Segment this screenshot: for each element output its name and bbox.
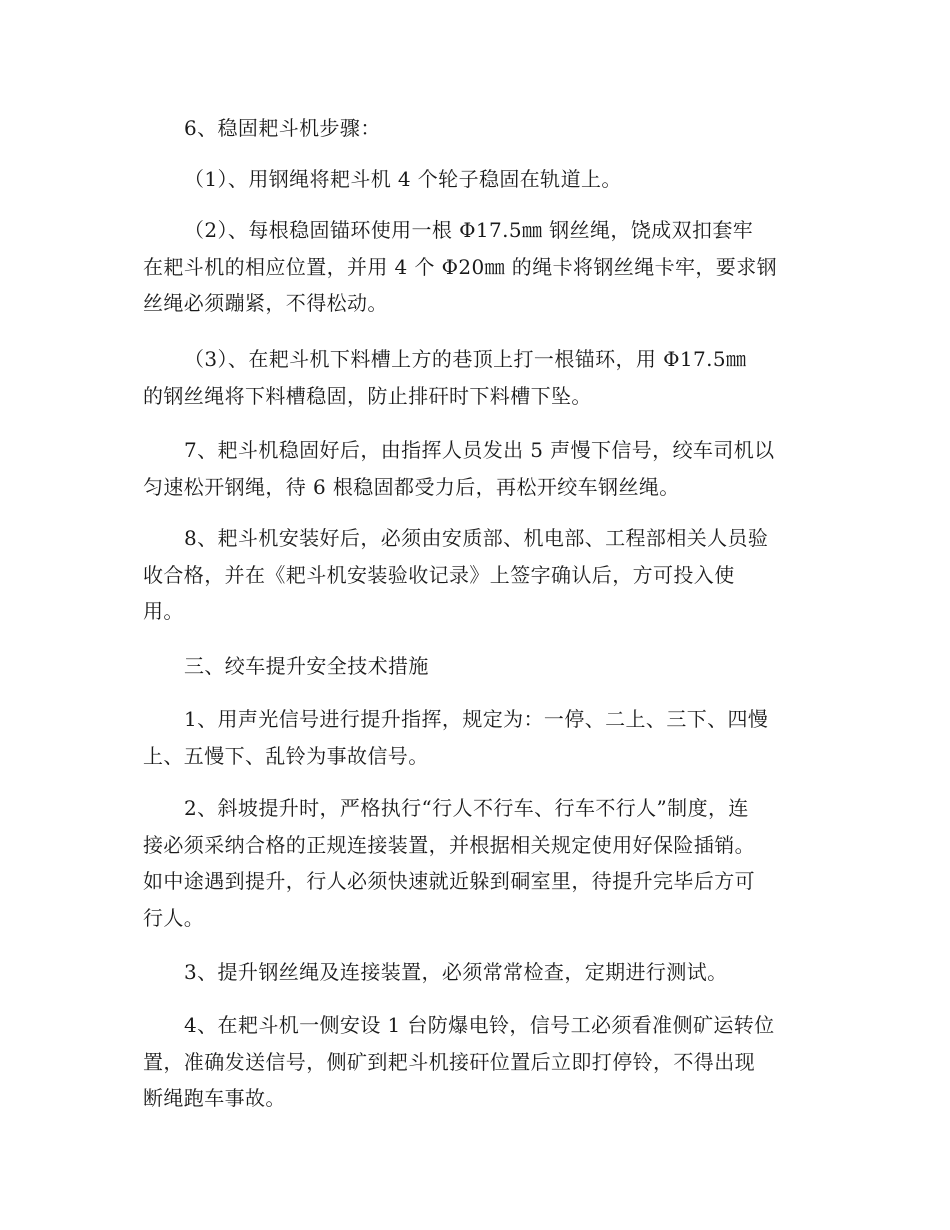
text-line: 上、五慢下、乱铃为事故信号。 — [143, 743, 429, 768]
paragraph-measure-3 — [143, 954, 808, 991]
text-line: 在耙斗机的相应位置，并用 4 个 Φ20㎜ 的绳卡将钢丝绳卡牢，要求钢 — [143, 254, 777, 279]
text-line: 置，准确发送信号，侧矿到耙斗机接矸位置后立即打停铃，不得出现 — [143, 1049, 755, 1074]
paragraph-measure-4 — [143, 1007, 808, 1117]
section-heading-winch-safety — [143, 648, 808, 685]
text-line: 丝绳必须蹦紧，不得松动。 — [143, 291, 388, 315]
text-line: 6、稳固耙斗机步骤： — [184, 116, 381, 140]
text-line: 1、用声光信号进行提升指挥，规定为：一停、二上、三下、四慢 — [184, 707, 769, 731]
text-line: 如中途遇到提升，行人必须快速就近躲到硐室里，待提升完毕后方可 — [143, 869, 755, 893]
heading-step-6 — [143, 110, 808, 147]
text-line: （1）、用钢绳将耙斗机 4 个轮子稳固在轨道上。 — [184, 167, 622, 191]
paragraph-measure-2 — [143, 790, 808, 936]
paragraph-step-8 — [143, 520, 808, 630]
paragraph-step-6-2 — [143, 212, 808, 322]
text-line: 行人。 — [143, 905, 205, 930]
text-line: 收合格，并在《耙斗机安装验收记录》上签字确认后，方可投入使 — [143, 562, 735, 587]
paragraph-step-6-1 — [143, 161, 808, 198]
text-line: 3、提升钢丝绳及连接装置，必须常常检查，定期进行测试。 — [184, 960, 728, 984]
text-line: 接必须采纳合格的正规连接装置，并根据相关规定使用好保险插销。 — [143, 832, 755, 857]
text-line: 断绳跑车事故。 — [143, 1086, 286, 1110]
text-line: （2）、每根稳固锚环使用一根 Φ17.5㎜ 钢丝绳，饶成双扣套牢 — [184, 218, 754, 242]
paragraph-step-7 — [143, 432, 808, 505]
paragraph-step-6-3 — [143, 341, 808, 414]
text-line: 的钢丝绳将下料槽稳固，防止排矸时下料槽下坠。 — [143, 383, 592, 408]
text-line: 用。 — [143, 599, 184, 623]
text-line: 8、耙斗机安装好后，必须由安质部、机电部、工程部相关人员验 — [184, 526, 769, 550]
paragraph-measure-1 — [143, 701, 808, 774]
text-line: 2、斜坡提升时，严格执行“行人不行车、行车不行人”制度，连 — [184, 796, 749, 820]
text-line: 7、耙斗机稳固好后，由指挥人员发出 5 声慢下信号，绞车司机以 — [184, 438, 775, 462]
text-line: （3）、在耙斗机下料槽上方的巷顶上打一根锚环，用 Φ17.5㎜ — [184, 347, 747, 371]
text-line: 匀速松开钢绳，待 6 根稳固都受力后，再松开绞车钢丝绳。 — [143, 474, 680, 499]
text-line: 三、绞车提升安全技术措施 — [184, 654, 429, 678]
text-line: 4、在耙斗机一侧安设 1 台防爆电铃，信号工必须看准侧矿运转位 — [184, 1013, 775, 1037]
